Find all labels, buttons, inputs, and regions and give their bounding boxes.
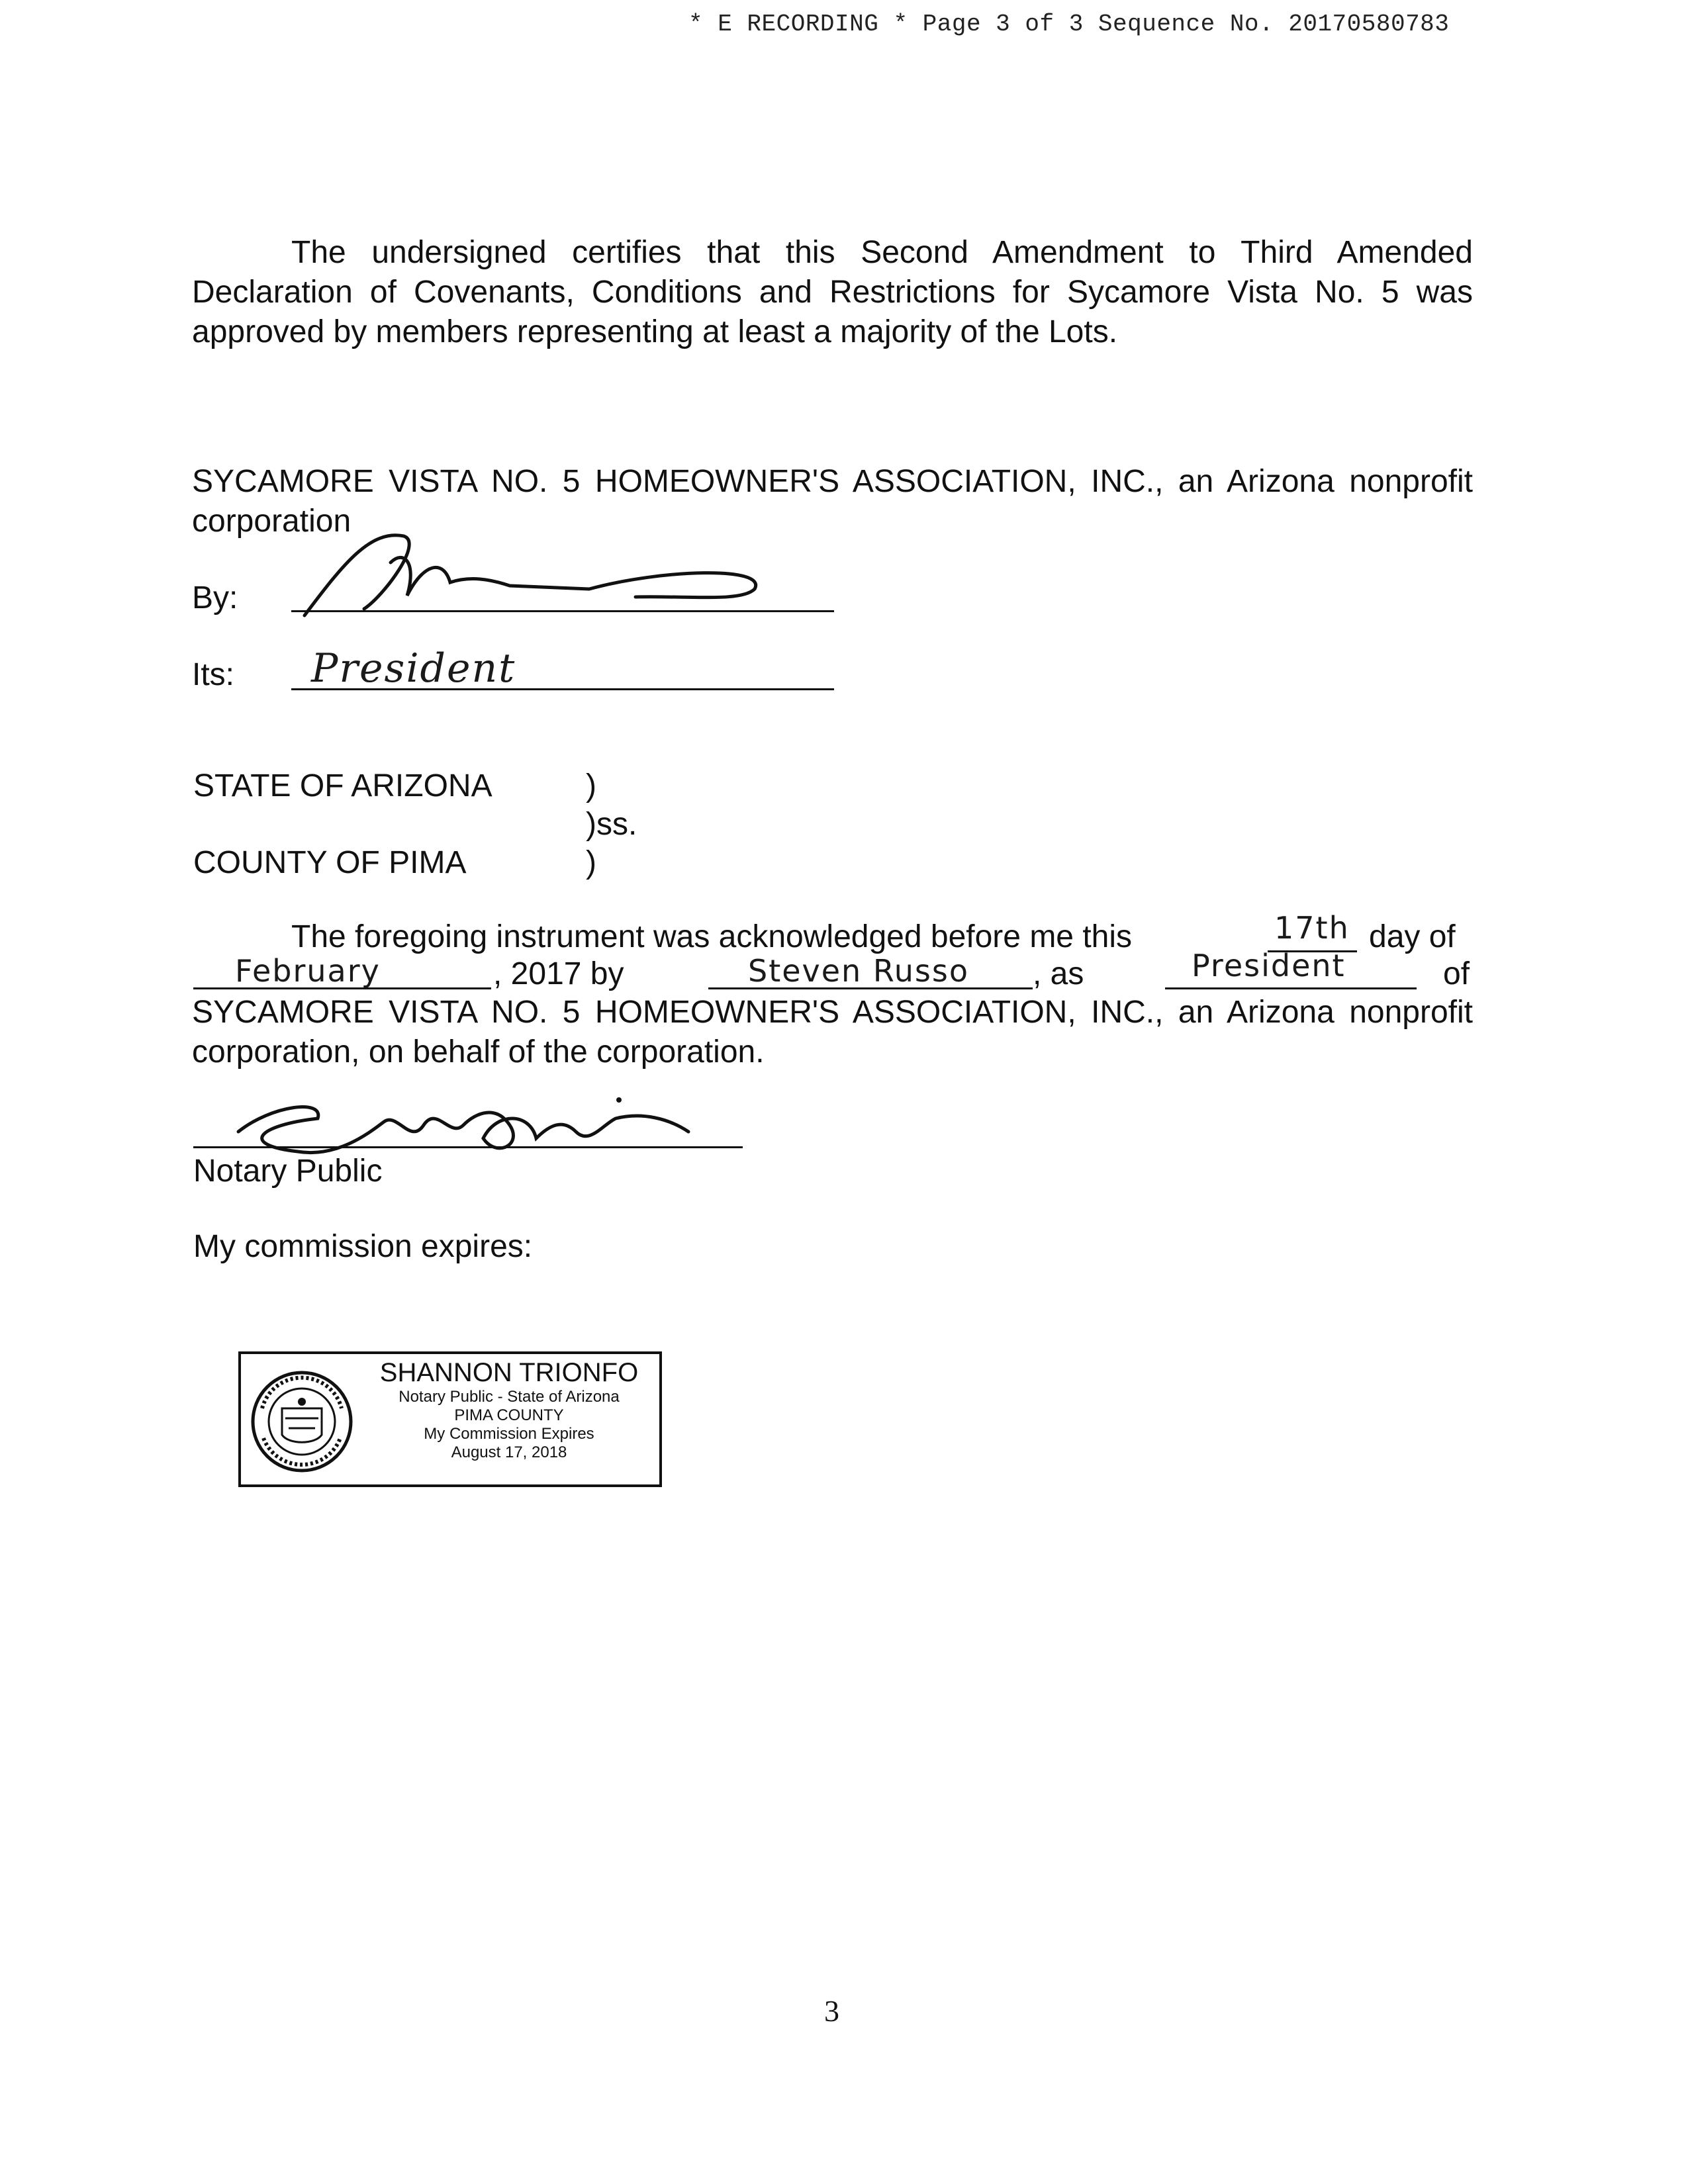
its-label: Its: xyxy=(192,657,235,692)
association-name: SYCAMORE VISTA NO. 5 HOMEOWNER'S ASSOCIATION, INC., an Arizona nonprofit corporation xyxy=(192,464,1473,539)
notary-signature-line xyxy=(193,1146,743,1148)
venue-paren-bottom: ) xyxy=(586,845,596,880)
notary-seal-icon xyxy=(249,1369,355,1475)
ack-text-4: , as xyxy=(1033,956,1084,991)
page-number: 3 xyxy=(824,1994,839,2028)
ack-text-3: , 2017 by xyxy=(493,956,624,991)
president-signature xyxy=(291,523,794,622)
recording-header: * E RECORDING * Page 3 of 3 Sequence No. 20170580783 xyxy=(688,11,1450,38)
stamp-line-1: Notary Public - State of Arizona xyxy=(399,1388,620,1406)
certification-paragraph: The undersigned certifies that this Second Amendment to Third Amended Declaration of Covenants, Conditions and Restrictions for Sycamore Vista No. 5 was approved by members representing at least a majority of the Lots. xyxy=(192,235,1473,349)
ack-text-5: of xyxy=(1443,956,1470,991)
stamp-notary-name: SHANNON TRIONFO xyxy=(379,1358,639,1387)
state-label: STATE OF ARIZONA xyxy=(193,768,492,803)
venue-ss: )ss. xyxy=(586,807,637,842)
stamp-line-4: August 17, 2018 xyxy=(451,1443,567,1461)
ack-text-1: The foregoing instrument was acknowledged before me this xyxy=(291,919,1133,954)
title-value: President xyxy=(1192,948,1346,983)
county-label: COUNTY OF PIMA xyxy=(193,845,467,880)
day-value: 17th xyxy=(1274,910,1350,946)
stamp-line-3: My Commission Expires xyxy=(424,1425,594,1443)
venue-paren-top: ) xyxy=(586,768,596,803)
name-value: Steven Russo xyxy=(748,953,969,989)
month-value: February xyxy=(235,953,381,989)
notary-stamp xyxy=(238,1351,662,1487)
ack-text-2: day of xyxy=(1369,919,1456,954)
commission-expires-label: My commission expires: xyxy=(193,1229,533,1264)
title-line xyxy=(1165,987,1417,989)
ack-text-6: SYCAMORE VISTA NO. 5 HOMEOWNER'S ASSOCIATION, INC., an Arizona nonprofit corporation, on behalf of the corporation. xyxy=(192,995,1473,1069)
by-label: By: xyxy=(192,580,238,615)
notary-public-label: Notary Public xyxy=(193,1154,383,1189)
its-handwritten-title: President xyxy=(311,645,516,692)
stamp-line-2: PIMA COUNTY xyxy=(454,1406,564,1424)
